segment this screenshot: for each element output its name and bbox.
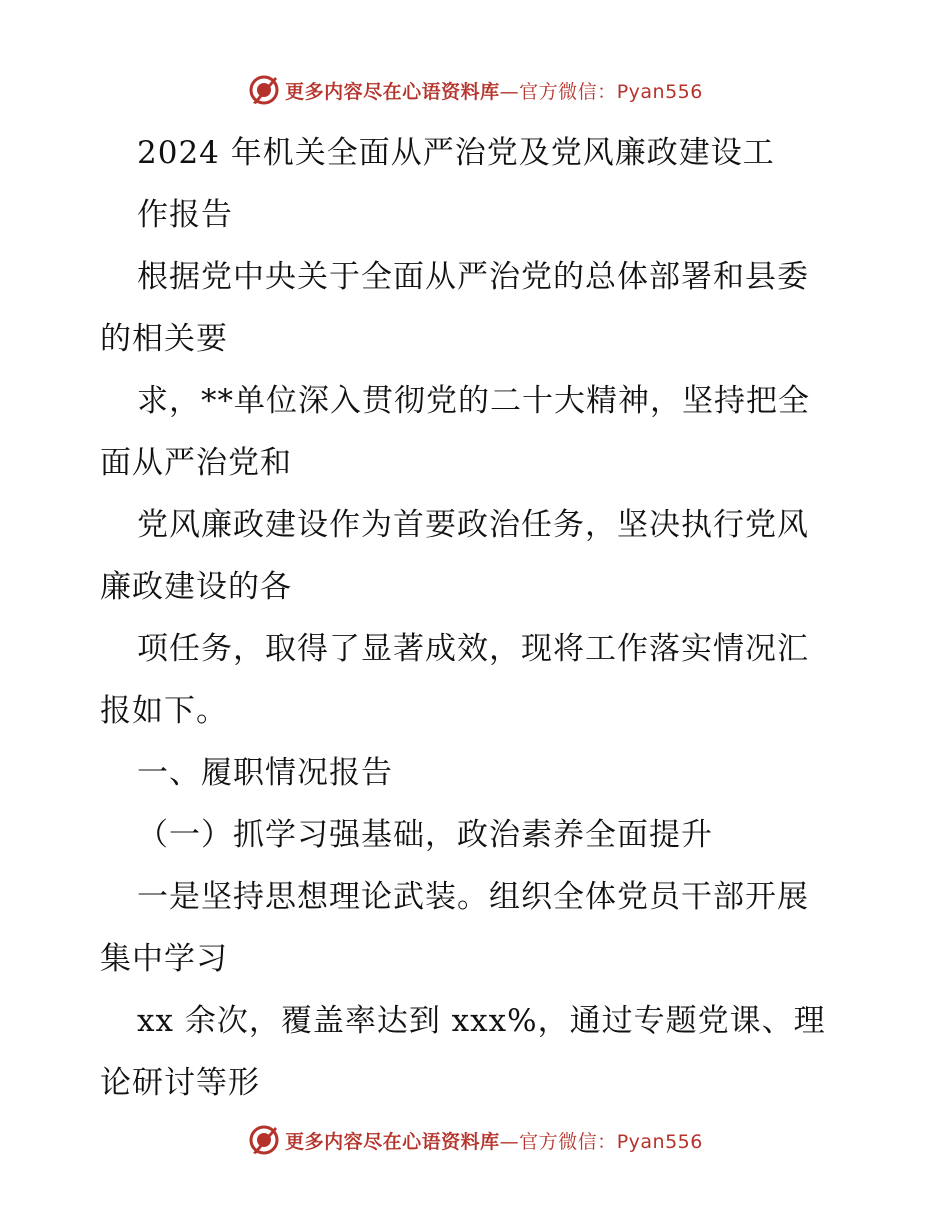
- text-line: 根据党中央关于全面从严治党的总体部署和县委: [137, 259, 809, 295]
- watermark-id: Pyan556: [616, 1130, 703, 1153]
- text-line: （一）抓学习强基础，政治素养全面提升: [137, 817, 713, 853]
- text-line: 廉政建设的各: [100, 569, 292, 605]
- header-watermark: [0, 70, 950, 110]
- footer-watermark: [0, 1120, 950, 1160]
- document-body: [100, 122, 852, 1114]
- text-line: 2024 年机关全面从严治党及党风廉政建设工: [137, 135, 775, 171]
- text-line: 论研讨等形: [100, 1065, 260, 1101]
- watermark-id: Pyan556: [616, 80, 703, 103]
- quill-seal-icon: [247, 1123, 281, 1157]
- text-line: 一、履职情况报告: [137, 755, 393, 791]
- text-line: 项任务，取得了显著成效，现将工作落实情况汇: [137, 631, 809, 667]
- text-line: 报如下。: [100, 693, 228, 729]
- watermark-contact: 官方微信：: [519, 1130, 617, 1153]
- text-line: 的相关要: [100, 321, 228, 357]
- text-line: 党风廉政建设作为首要政治任务，坚决执行党风: [137, 507, 809, 543]
- watermark-contact: 官方微信：: [519, 80, 617, 103]
- text-line: 作报告: [137, 197, 233, 233]
- watermark-brand: 更多内容尽在心语资料库: [285, 80, 500, 103]
- text-line: 一是坚持思想理论武装。组织全体党员干部开展: [137, 879, 809, 915]
- text-line: 集中学习: [100, 941, 228, 977]
- text-line: xx 余次，覆盖率达到 xxx%，通过专题党课、理: [137, 1003, 826, 1039]
- watermark-separator: —: [499, 80, 520, 103]
- watermark-separator: —: [499, 1130, 520, 1153]
- text-line: 面从严治党和: [100, 445, 292, 481]
- quill-seal-icon: [247, 73, 281, 107]
- watermark-brand: 更多内容尽在心语资料库: [285, 1130, 500, 1153]
- text-line: 求，**单位深入贯彻党的二十大精神，坚持把全: [137, 383, 810, 419]
